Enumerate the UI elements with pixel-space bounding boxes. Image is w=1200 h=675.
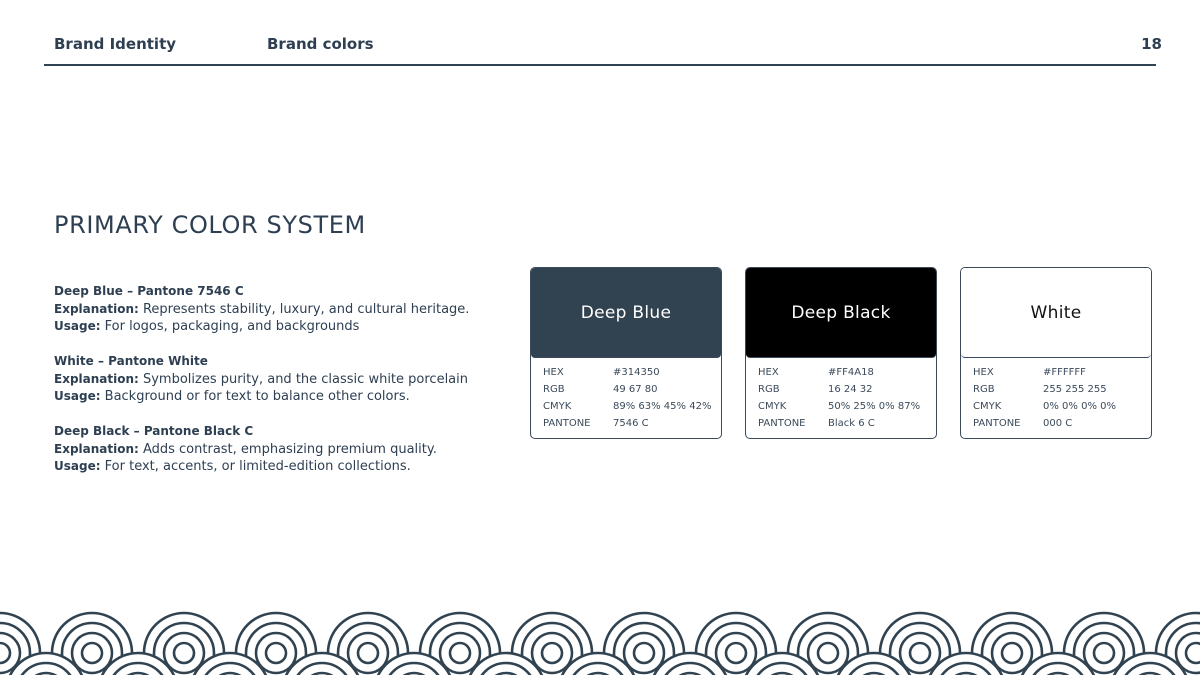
swatch-specs bbox=[746, 358, 936, 432]
spec-value: 0% 0% 0% 0% bbox=[1043, 401, 1116, 412]
spec-row-pantone bbox=[543, 415, 721, 432]
spec-row-cmyk bbox=[543, 398, 721, 415]
description-white bbox=[54, 353, 504, 406]
spec-value: 89% 63% 45% 42% bbox=[613, 401, 712, 412]
wave-circle bbox=[818, 643, 838, 663]
swatch-name: Deep Blue bbox=[580, 302, 672, 323]
explanation-text: Represents stability, luxury, and cultural heritage. bbox=[138, 301, 470, 317]
description-explanation bbox=[54, 371, 504, 389]
spec-value: 16 24 32 bbox=[828, 384, 873, 395]
spec-row-hex bbox=[758, 364, 936, 381]
header-divider bbox=[44, 64, 1156, 66]
swatch-name: White bbox=[1030, 302, 1082, 323]
wave-circle bbox=[450, 643, 470, 663]
wave-circle bbox=[1002, 643, 1022, 663]
seigaiha-wave-pattern bbox=[0, 590, 1200, 675]
page-title: PRIMARY COLOR SYSTEM bbox=[54, 211, 366, 239]
swatch-color-block bbox=[746, 268, 936, 358]
spec-row-pantone bbox=[973, 415, 1151, 432]
swatch-card-deep-black bbox=[745, 267, 937, 439]
usage-text: For logos, packaging, and backgrounds bbox=[100, 319, 360, 334]
wave-circle bbox=[174, 643, 194, 663]
spec-row-cmyk bbox=[973, 398, 1151, 415]
spec-value: 50% 25% 0% 87% bbox=[828, 401, 921, 412]
spec-label: CMYK bbox=[973, 401, 1002, 412]
swatch-name: Deep Black bbox=[791, 302, 891, 323]
spec-row-rgb bbox=[758, 381, 936, 398]
swatch-color-block bbox=[961, 268, 1151, 358]
swatch-specs bbox=[961, 358, 1151, 432]
wave-circle bbox=[358, 643, 378, 663]
spec-row-hex bbox=[973, 364, 1151, 381]
description-explanation bbox=[54, 441, 504, 459]
spec-value: 7546 C bbox=[613, 418, 649, 429]
wave-circle bbox=[910, 643, 930, 663]
spec-label: PANTONE bbox=[543, 418, 591, 429]
usage-key: Usage: bbox=[54, 459, 101, 473]
usage-text: For text, accents, or limited-edition collections. bbox=[100, 459, 411, 474]
spec-value: Black 6 C bbox=[828, 418, 875, 429]
wave-circle bbox=[266, 643, 286, 663]
wave-circle bbox=[1094, 643, 1114, 663]
explanation-text: Symbolizes purity, and the classic white porcelain bbox=[138, 371, 468, 387]
spec-label: CMYK bbox=[758, 401, 787, 412]
description-heading: White – Pantone White bbox=[54, 354, 208, 368]
spec-value: 49 67 80 bbox=[613, 384, 658, 395]
description-usage bbox=[54, 318, 504, 336]
spec-label: PANTONE bbox=[973, 418, 1021, 429]
swatch-card-deep-blue bbox=[530, 267, 722, 439]
wave-circle bbox=[82, 643, 102, 663]
explanation-key: Explanation: bbox=[54, 301, 139, 316]
spec-row-rgb bbox=[543, 381, 721, 398]
spec-value: 255 255 255 bbox=[1043, 384, 1107, 395]
description-heading: Deep Blue – Pantone 7546 C bbox=[54, 284, 244, 298]
spec-row-pantone bbox=[758, 415, 936, 432]
description-heading: Deep Black – Pantone Black C bbox=[54, 424, 254, 438]
header-subsection-title: Brand colors bbox=[267, 35, 374, 53]
wave-circle bbox=[726, 643, 746, 663]
spec-label: HEX bbox=[543, 367, 564, 378]
explanation-text: Adds contrast, emphasizing premium quality. bbox=[138, 441, 437, 457]
explanation-key: Explanation: bbox=[54, 441, 139, 456]
description-usage bbox=[54, 458, 504, 476]
spec-label: HEX bbox=[758, 367, 779, 378]
spec-label: CMYK bbox=[543, 401, 572, 412]
explanation-key: Explanation: bbox=[54, 371, 139, 386]
wave-circle bbox=[542, 643, 562, 663]
description-deep-black bbox=[54, 423, 504, 476]
description-explanation bbox=[54, 301, 504, 319]
spec-value: #FF4A18 bbox=[828, 367, 874, 378]
spec-label: HEX bbox=[973, 367, 994, 378]
wave-circle bbox=[1186, 643, 1200, 663]
spec-row-cmyk bbox=[758, 398, 936, 415]
usage-key: Usage: bbox=[54, 319, 101, 333]
color-descriptions bbox=[54, 283, 504, 493]
spec-label: PANTONE bbox=[758, 418, 806, 429]
swatch-color-block bbox=[531, 268, 721, 358]
description-usage bbox=[54, 388, 504, 406]
swatch-specs bbox=[531, 358, 721, 432]
usage-key: Usage: bbox=[54, 389, 101, 403]
spec-label: RGB bbox=[973, 384, 995, 395]
page-number: 18 bbox=[1141, 35, 1162, 53]
wave-circle bbox=[0, 643, 10, 663]
spec-label: RGB bbox=[543, 384, 565, 395]
description-deep-blue bbox=[54, 283, 504, 336]
usage-text: Background or for text to balance other colors. bbox=[100, 389, 410, 404]
spec-value: #FFFFFF bbox=[1043, 367, 1086, 378]
spec-row-rgb bbox=[973, 381, 1151, 398]
spec-label: RGB bbox=[758, 384, 780, 395]
header-section-title: Brand Identity bbox=[54, 35, 177, 53]
spec-row-hex bbox=[543, 364, 721, 381]
spec-value: #314350 bbox=[613, 367, 660, 378]
swatch-card-white bbox=[960, 267, 1152, 439]
wave-circle bbox=[634, 643, 654, 663]
spec-value: 000 C bbox=[1043, 418, 1073, 429]
